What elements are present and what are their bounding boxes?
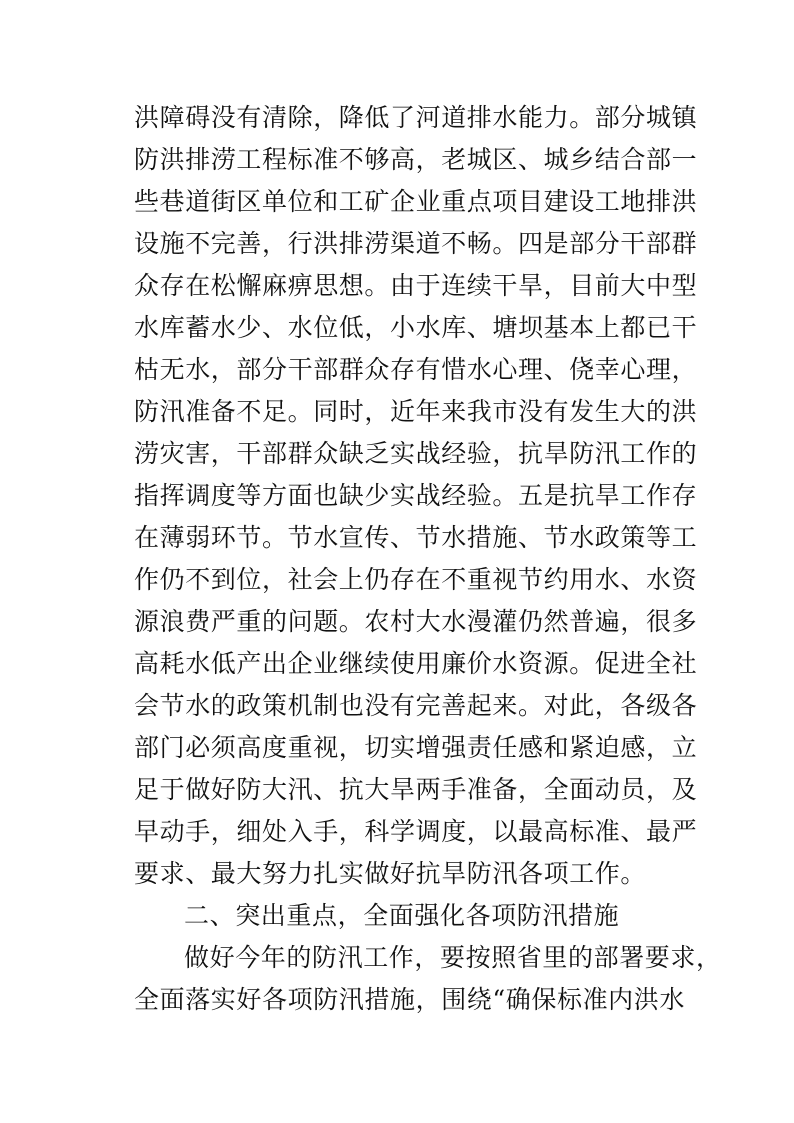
text-line-4: 设施不完善，行洪排涝渠道不畅。四是部分干部群 bbox=[134, 229, 698, 258]
text-line-15: 会节水的政策机制也没有完善起来。对此，各级各 bbox=[134, 691, 698, 720]
section-heading: 二、突出重点，全面强化各项防汛措施 bbox=[184, 901, 620, 930]
text-line-3: 些巷道街区单位和工矿企业重点项目建设工地排洪 bbox=[134, 187, 698, 216]
text-line-22: 全面落实好各项防汛措施，围绕“确保标准内洪水 bbox=[134, 985, 685, 1014]
text-line-19: 要求、最大努力扎实做好抗旱防汛各项工作。 bbox=[134, 859, 647, 888]
text-line-17: 足于做好防大汛、抗大旱两手准备，全面动员，及 bbox=[134, 775, 698, 804]
text-line-18: 早动手，细处入手，科学调度，以最高标准、最严 bbox=[134, 817, 698, 846]
text-line-14: 高耗水低产出企业继续使用廉价水资源。促进全社 bbox=[134, 649, 698, 678]
text-line-21: 做好今年的防汛工作，要按照省里的部署要求， bbox=[184, 943, 722, 972]
text-line-5: 众存在松懈麻痹思想。由于连续干旱，目前大中型 bbox=[134, 271, 698, 300]
text-line-13: 源浪费严重的问题。农村大水漫灌仍然普遍，很多 bbox=[134, 607, 698, 636]
text-line-7: 枯无水，部分干部群众存有惜水心理、侥幸心理， bbox=[134, 355, 698, 384]
text-line-10: 指挥调度等方面也缺少实战经验。五是抗旱工作存 bbox=[134, 481, 698, 510]
text-line-6: 水库蓄水少、水位低，小水库、塘坝基本上都已干 bbox=[134, 313, 698, 342]
text-line-16: 部门必须高度重视，切实增强责任感和紧迫感，立 bbox=[134, 733, 698, 762]
text-line-8: 防汛准备不足。同时，近年来我市没有发生大的洪 bbox=[134, 397, 698, 426]
text-line-1: 洪障碍没有清除，降低了河道排水能力。部分城镇 bbox=[134, 103, 698, 132]
text-line-12: 作仍不到位，社会上仍存在不重视节约用水、水资 bbox=[134, 565, 698, 594]
text-line-11: 在薄弱环节。节水宣传、节水措施、节水政策等工 bbox=[134, 523, 698, 552]
text-line-9: 涝灾害，干部群众缺乏实战经验，抗旱防汛工作的 bbox=[134, 439, 698, 468]
text-line-2: 防洪排涝工程标准不够高，老城区、城乡结合部一 bbox=[134, 145, 698, 174]
